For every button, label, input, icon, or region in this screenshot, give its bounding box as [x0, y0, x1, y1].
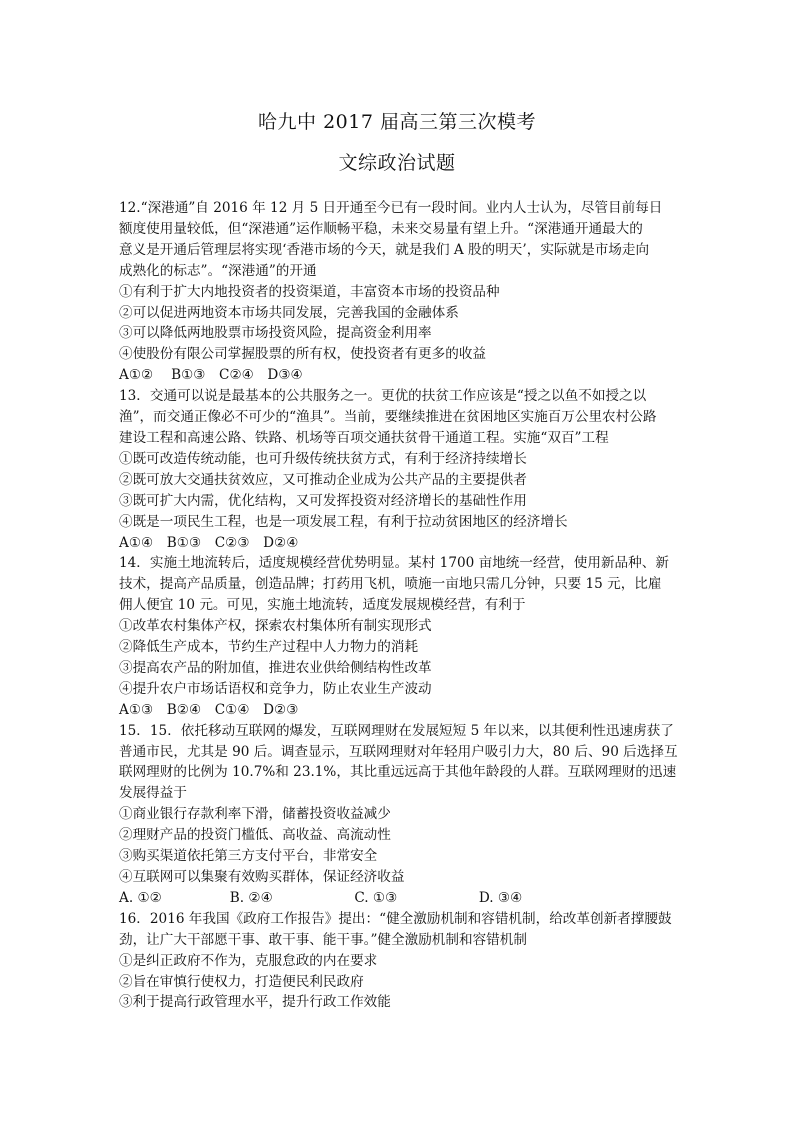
text-line: 成熟化的标志”。“深港通”的开通	[119, 262, 317, 279]
question-body	[119, 198, 679, 1013]
page-subtitle: 文综政治试题	[338, 152, 456, 174]
option-line: ②既可放大交通扶贫效应，又可推动企业成为公共产品的主要提供者	[119, 471, 527, 488]
option-line: ④使股份有限公司掌握股票的所有权，使投资者有更多的收益	[119, 346, 487, 363]
text-line: 13．交通可以说是最基本的公共服务之一。更优的扶贫工作应该是“授之以鱼不如授之以	[119, 388, 647, 405]
option-line: ①有利于扩大内地投资者的投资渠道，丰富资本市场的投资品种	[119, 283, 500, 300]
option-line: ①是纠正政府不作为，克服怠政的内在要求	[119, 952, 378, 969]
text-line: 12.“深港通”自 2016 年 12 月 5 日开通至今已有一段时间。业内人士认为，尽管目前每日	[119, 200, 663, 216]
text-line: 联网理财的比例为 10.7%和 23.1%，其比重远远高于其他年龄段的人群。互联网理财的迅速	[119, 764, 677, 781]
answer-choices: A①④ B①③ C②③ D②④	[119, 534, 299, 551]
option-line: ④互联网可以集聚有效购买群体，保证经济收益	[119, 869, 405, 885]
text-line: 建设工程和高速公路、铁路、机场等百项交通扶贫骨干通道工程。实施“双百”工程	[119, 429, 609, 446]
option-line: ③提高农产品的附加值，推进农业供给侧结构性改革	[119, 659, 432, 676]
text-line: 发展得益于	[119, 785, 187, 802]
text-line: 额度使用量较低，但“深港通”运作顺畅平稳，未来交易量有望上升。“深港通开通最大的	[119, 220, 643, 237]
text-line: 渔”，而交通正像必不可少的“渔具”。当前，要继续推进在贫困地区实施百万公里农村公路	[119, 409, 657, 426]
text-line: 佣人便宜 10 元。可见，实施土地流转，适度发展规模经营，有利于	[119, 597, 526, 614]
option-line: ②旨在审慎行使权力，打造便民利民政府	[119, 973, 364, 990]
option-line: ③利于提高行政管理水平，提升行政工作效能	[119, 994, 391, 1011]
option-line: ④提升农户市场话语权和竞争力，防止农业生产波动	[119, 680, 432, 697]
option-line: ①改革农村集体产权，探索农村集体所有制实现形式	[119, 618, 432, 635]
option-line: ③可以降低两地股票市场投资风险，提高资金利用率	[119, 325, 432, 342]
option-line: ①既可改造传统动能，也可升级传统扶贫方式，有利于经济持续增长	[119, 450, 527, 467]
option-line: ④既是一项民生工程，也是一项发展工程，有利于拉动贫困地区的经济增长	[119, 513, 568, 530]
text-line: 16．2016 年我国《政府工作报告》提出：“健全激励机制和容错机制，给改革创新者撑腰鼓	[119, 910, 672, 927]
text-line: 技术，提高产品质量，创造品牌；打药用飞机，喷施一亩地只需几分钟，只要 15 元，比雇	[119, 576, 662, 593]
answer-choices: A①② B①③ C②④ D③④	[119, 367, 303, 384]
option-line: ③既可扩大内需，优化结构，又可发挥投资对经济增长的基础性作用	[119, 492, 527, 509]
answer-choices: A①③ B②④ C①④ D②③	[119, 701, 299, 718]
text-line: 普通市民，尤其是 90 后。调查显示，互联网理财对年轻用户吸引力大，80 后、90 后选择互	[119, 743, 678, 760]
option-line: ②可以促进两地资本市场共同发展，完善我国的金融体系	[119, 304, 459, 321]
text-line: 劲，让广大干部愿干事、敢干事、能干事。”健全激励机制和容错机制	[119, 931, 527, 948]
text-line: 15．15．依托移动互联网的爆发，互联网理财在发展短短 5 年以来，以其便利性迅速虏获了	[119, 722, 674, 739]
answer-choices: A. ①② B. ②④ C. ①③ D. ③④	[119, 889, 523, 906]
text-line: 14．实施土地流转后，适度规模经营优势明显。某村 1700 亩地统一经营，使用新品种、新	[119, 555, 669, 572]
option-line: ③购买渠道依托第三方支付平台，非常安全	[119, 848, 378, 865]
option-line: ①商业银行存款利率下滑，储蓄投资收益减少	[119, 806, 391, 823]
text-line: 意义是开通后管理层将实现‘香港市场的今天，就是我们 A 股的明天’，实际就是市场走向	[119, 241, 650, 258]
option-line: ②降低生产成本，节约生产过程中人力物力的消耗	[119, 639, 419, 656]
option-line: ②理财产品的投资门槛低、高收益、高流动性	[119, 827, 391, 844]
page-title: 哈九中 2017 届高三第三次模考	[258, 111, 536, 133]
